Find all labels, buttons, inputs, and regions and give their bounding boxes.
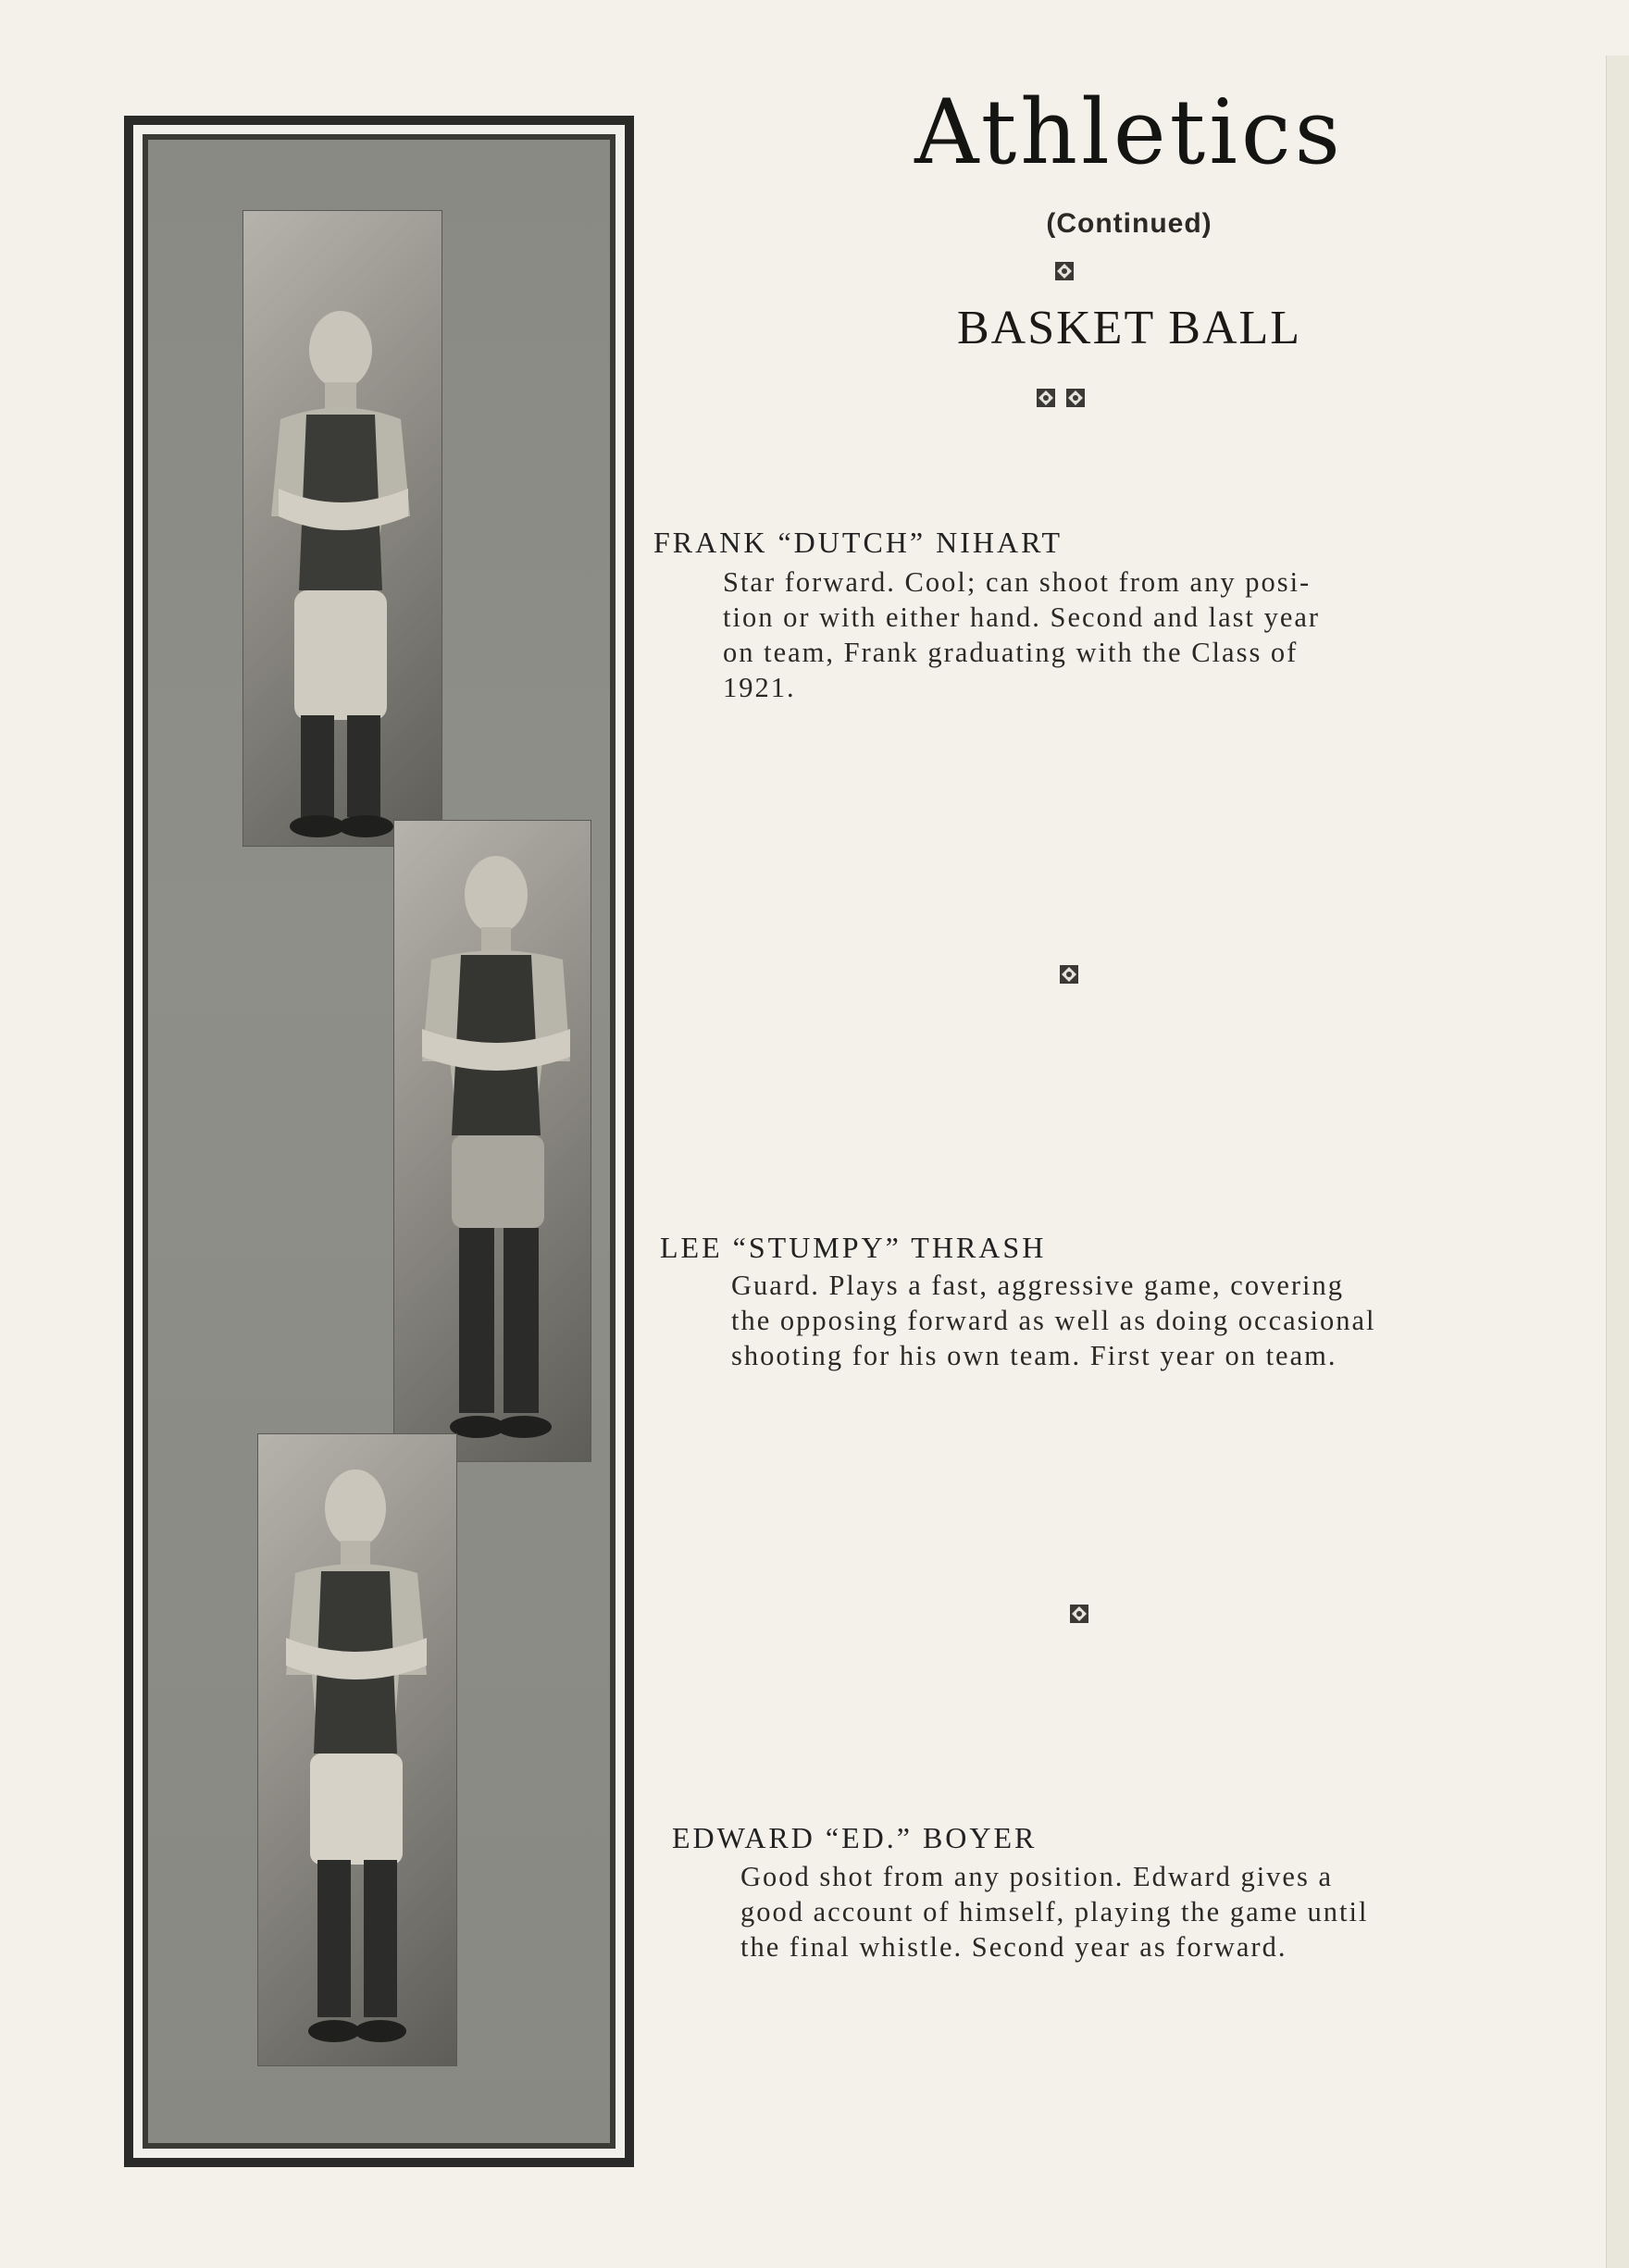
page-edge: [1606, 56, 1629, 2268]
ornament-icon: [1054, 261, 1075, 281]
photo-panel-frame: [124, 116, 634, 2167]
player-name-nihart: FRANK “DUTCH” NIHART: [653, 526, 1063, 559]
ornament-icon: [1036, 388, 1056, 408]
player-figure-icon: [243, 211, 441, 846]
player-photo-thrash: [393, 820, 591, 1462]
page-subtitle: (Continued): [1046, 208, 1212, 239]
ornament-icon: [1069, 1604, 1089, 1624]
player-description-nihart: Star forward. Cool; can shoot from any posi- tion or with either hand. Second and last year on team, Frank graduating with the Class of 1921.: [723, 566, 1321, 703]
player-figure-icon: [394, 821, 591, 1461]
player-description-thrash: Guard. Plays a fast, aggressive game, covering the opposing forward as well as doing occasional shooting for his own team. First year on team.: [731, 1270, 1376, 1371]
photo-panel: [148, 140, 610, 2143]
player-name-thrash: LEE “STUMPY” THRASH: [660, 1231, 1047, 1264]
player-photo-boyer: [257, 1433, 457, 2066]
page-title: Athletics: [914, 81, 1344, 184]
player-description-boyer: Good shot from any position. Edward gives a good account of himself, playing the game until the final whistle. Second year as forward.: [740, 1861, 1369, 1963]
player-photo-nihart: [242, 210, 442, 847]
ornament-icon: [1065, 388, 1086, 408]
player-figure-icon: [258, 1434, 456, 2065]
section-heading: BASKET BALL: [956, 302, 1302, 354]
player-name-boyer: EDWARD “ED.” BOYER: [672, 1821, 1038, 1854]
ornament-icon: [1059, 964, 1079, 985]
